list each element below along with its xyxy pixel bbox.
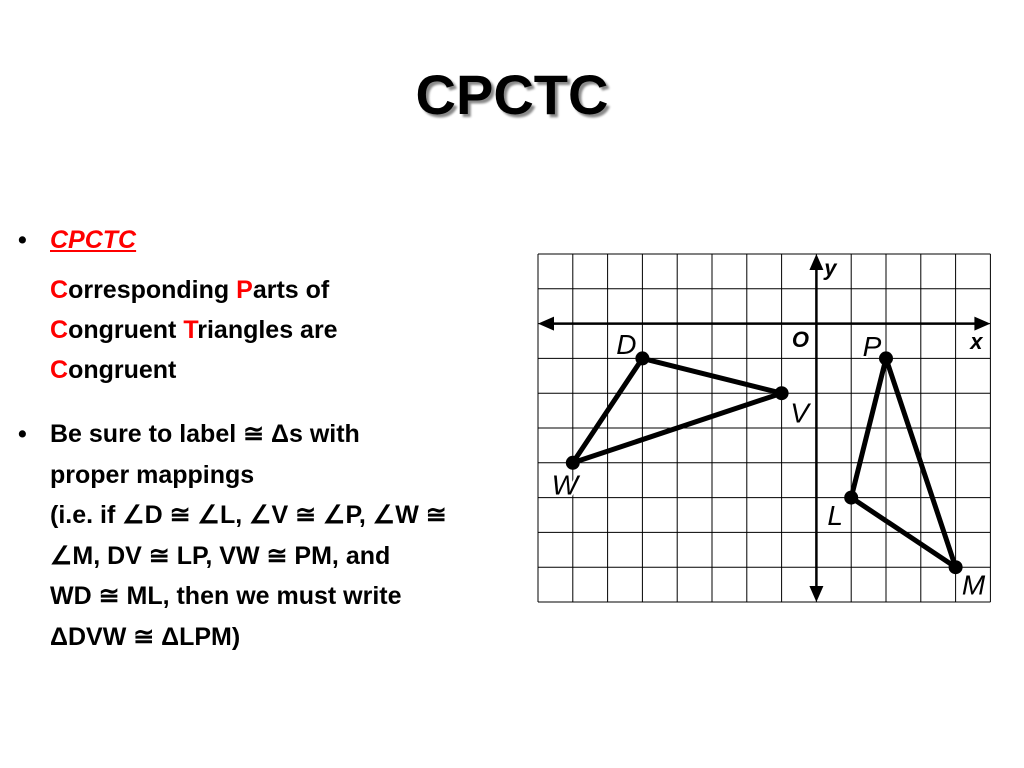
labeling-instructions xyxy=(50,414,550,657)
definition-text: ongruent xyxy=(68,316,184,344)
vertex-label-l: L xyxy=(827,500,843,532)
instruction-line: ∠M, DV ≅ LP, VW ≅ PM, and xyxy=(50,541,391,570)
vertex-point-m xyxy=(949,560,963,574)
slide-title: CPCTC xyxy=(415,63,609,126)
definition-text: riangles are xyxy=(197,316,338,344)
acronym-letter: C xyxy=(50,276,69,304)
cpctc-heading: CPCTC xyxy=(50,226,137,254)
vertex-label-p: P xyxy=(862,330,882,362)
y-axis-arrow-down xyxy=(809,586,823,602)
y-axis-label: y xyxy=(824,255,837,281)
vertex-point-v xyxy=(775,386,789,400)
definition-text: orresponding xyxy=(68,276,237,304)
vertex-label-d: D xyxy=(616,328,637,360)
x-axis-label: x xyxy=(970,329,983,355)
definition-text: arts of xyxy=(252,276,330,304)
vertex-label-w: W xyxy=(551,469,579,501)
instruction-line: Be sure to label ≅ Δs with xyxy=(50,420,360,448)
x-axis-arrow-left xyxy=(538,317,554,331)
acronym-letter: C xyxy=(50,316,69,344)
definition-line xyxy=(50,270,510,310)
bullet-marker-1: • xyxy=(18,226,27,254)
vertex-point-l xyxy=(844,491,858,505)
origin-label: O xyxy=(791,327,809,353)
vertex-label-v: V xyxy=(790,397,809,429)
bullet-marker-2: • xyxy=(18,420,27,448)
instruction-line: (i.e. if ∠D ≅ ∠L, ∠V ≅ ∠P, ∠W ≅ xyxy=(50,501,447,529)
instruction-line: WD ≅ ML, then we must write xyxy=(50,582,402,610)
acronym-letter: C xyxy=(50,356,69,384)
coordinate-grid xyxy=(536,252,992,604)
vertex-label-m: M xyxy=(961,569,986,601)
vertex-point-w xyxy=(566,456,580,470)
instruction-line: proper mappings xyxy=(50,460,255,489)
definition-line xyxy=(50,310,510,350)
vertex-point-d xyxy=(635,351,649,365)
instruction-line: ΔDVW ≅ ΔLPM) xyxy=(50,622,241,651)
y-axis-arrow-up xyxy=(809,254,823,270)
cpctc-definition xyxy=(50,270,510,390)
definition-line xyxy=(50,350,510,390)
definition-text: ongruent xyxy=(68,356,177,384)
acronym-letter: T xyxy=(183,316,198,344)
acronym-letter: P xyxy=(236,276,253,304)
